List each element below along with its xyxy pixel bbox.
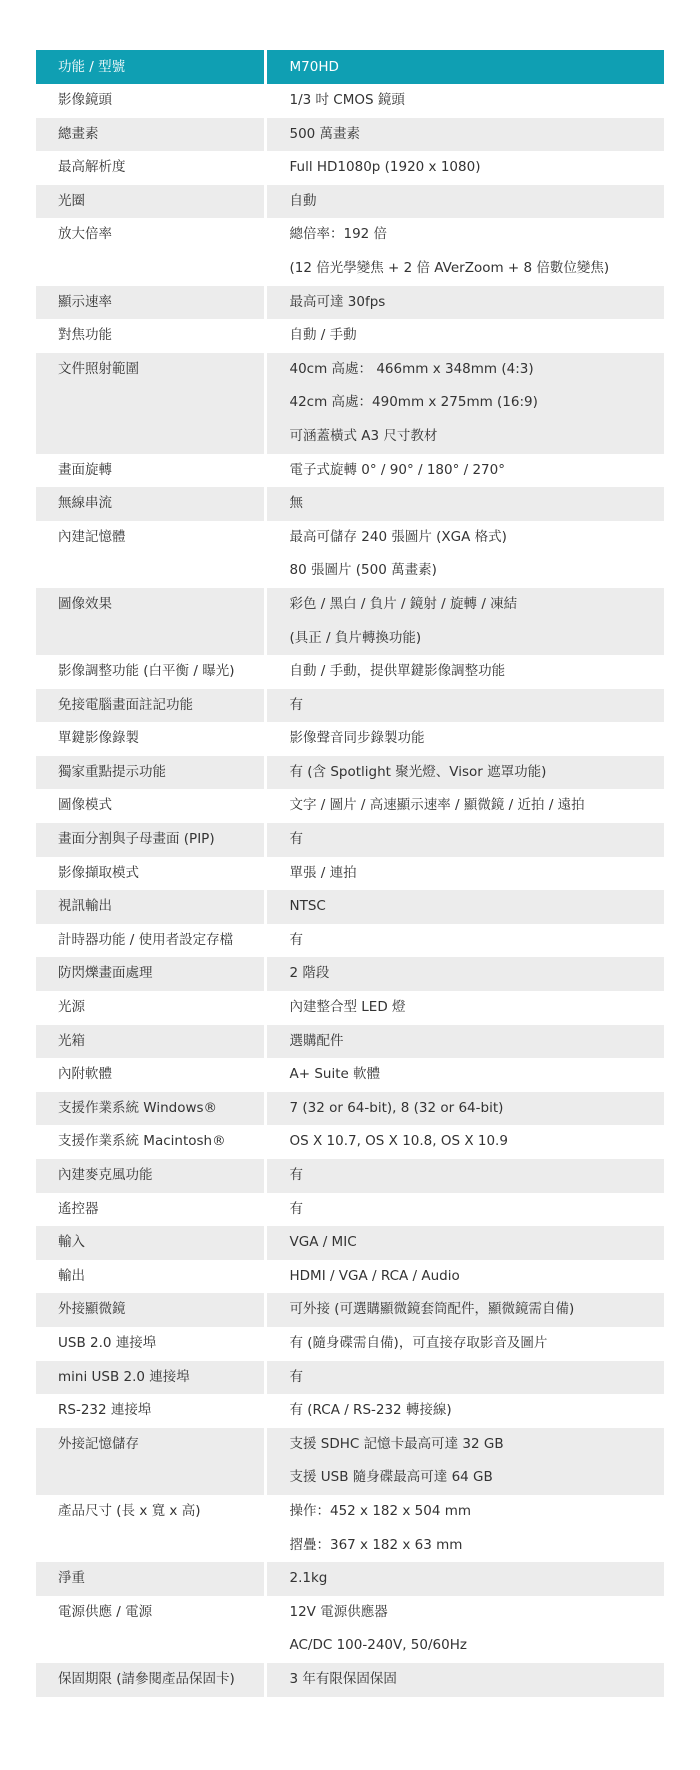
spec-feature-label: 內建麥克風功能 bbox=[58, 1167, 153, 1183]
spec-feature-label: 單鍵影像錄製 bbox=[58, 730, 139, 747]
spec-feature-label: 計時器功能 / 使用者設定存檔 bbox=[58, 931, 234, 948]
spec-value bbox=[265, 1125, 664, 1159]
spec-value-line: 操作：452 x 182 x 504 mm bbox=[289, 1502, 472, 1519]
spec-feature bbox=[36, 924, 265, 958]
spec-feature-label: 內附軟體 bbox=[58, 1066, 112, 1083]
spec-value-line: 有 bbox=[289, 931, 303, 948]
spec-value-line: 2 階段 bbox=[289, 965, 330, 982]
spec-feature bbox=[36, 454, 265, 488]
table-row bbox=[36, 1025, 664, 1059]
spec-value-line: 有 (RCA / RS-232 轉接線) bbox=[289, 1402, 452, 1419]
table-row bbox=[36, 924, 664, 958]
spec-value-line: 選購配件 bbox=[289, 1032, 344, 1049]
table-row bbox=[36, 1495, 664, 1562]
spec-value bbox=[265, 1394, 664, 1428]
spec-value bbox=[265, 1193, 664, 1227]
spec-feature bbox=[36, 1428, 265, 1495]
table-row bbox=[36, 1663, 664, 1697]
table-row bbox=[36, 454, 664, 488]
spec-feature bbox=[36, 957, 265, 991]
spec-feature-label: 最高解析度 bbox=[58, 159, 126, 176]
table-row bbox=[36, 957, 664, 991]
spec-feature bbox=[36, 1193, 265, 1227]
table-row bbox=[36, 689, 664, 723]
spec-feature bbox=[36, 353, 265, 454]
table-row bbox=[36, 823, 664, 857]
spec-feature bbox=[36, 1025, 265, 1059]
spec-feature bbox=[36, 1327, 265, 1361]
spec-value bbox=[265, 756, 664, 790]
spec-value-line: 無 bbox=[289, 495, 303, 512]
spec-value-line: 有 (含 Spotlight 聚光燈、Visor 遮罩功能) bbox=[289, 763, 547, 780]
table-row bbox=[36, 151, 664, 185]
spec-value-line: 80 張圖片 (500 萬畫素) bbox=[289, 562, 437, 579]
table-row bbox=[36, 857, 664, 891]
spec-value-line: 有 bbox=[289, 696, 303, 713]
spec-feature-label: 顯示速率 bbox=[58, 293, 112, 310]
spec-value-line: 內建整合型 LED 燈 bbox=[289, 999, 406, 1016]
spec-value-line: 2.1kg bbox=[289, 1570, 328, 1587]
spec-value bbox=[265, 84, 664, 118]
spec-value bbox=[265, 353, 664, 454]
spec-value-line: 7 (32 or 64-bit), 8 (32 or 64-bit) bbox=[289, 1099, 504, 1116]
spec-table-body bbox=[36, 84, 664, 1697]
table-row bbox=[36, 1260, 664, 1294]
spec-feature-label: 光箱 bbox=[58, 1032, 85, 1049]
spec-feature bbox=[36, 319, 265, 353]
table-row bbox=[36, 1394, 664, 1428]
table-row bbox=[36, 722, 664, 756]
spec-value-line: 總倍率：192 倍 bbox=[289, 226, 388, 243]
header-model: M70HD bbox=[265, 50, 664, 84]
spec-feature bbox=[36, 1596, 265, 1663]
spec-feature-label: 畫面分割與子母畫面 (PIP) bbox=[58, 831, 215, 848]
spec-feature-label: 電源供應 / 電源 bbox=[58, 1603, 153, 1620]
spec-feature-label: 圖像效果 bbox=[58, 595, 112, 612]
spec-value bbox=[265, 789, 664, 823]
spec-value bbox=[265, 588, 664, 655]
spec-table bbox=[36, 50, 664, 1697]
spec-value-line: 500 萬畫素 bbox=[289, 125, 361, 142]
spec-feature-label: RS-232 連接埠 bbox=[58, 1402, 152, 1419]
table-row bbox=[36, 756, 664, 790]
spec-value-line: 可外接 (可選購顯微鏡套筒配件，顯微鏡需自備) bbox=[289, 1301, 575, 1318]
spec-value-line: 自動 / 手動 bbox=[289, 327, 357, 344]
spec-value bbox=[265, 1596, 664, 1663]
spec-value bbox=[265, 1293, 664, 1327]
spec-value bbox=[265, 823, 664, 857]
spec-feature bbox=[36, 1361, 265, 1395]
spec-feature bbox=[36, 1495, 265, 1562]
table-row bbox=[36, 84, 664, 118]
spec-feature bbox=[36, 1058, 265, 1092]
spec-feature-label: 影像調整功能 (白平衡 / 曝光) bbox=[58, 663, 235, 680]
spec-feature bbox=[36, 991, 265, 1025]
spec-feature bbox=[36, 118, 265, 152]
spec-feature-label: 淨重 bbox=[58, 1570, 85, 1587]
spec-feature bbox=[36, 185, 265, 219]
spec-value bbox=[265, 454, 664, 488]
spec-value-line: 單張 / 連拍 bbox=[289, 864, 357, 881]
table-row bbox=[36, 991, 664, 1025]
spec-value-line: 可涵蓋橫式 A3 尺寸教材 bbox=[289, 427, 438, 444]
spec-value-line: AC/DC 100-240V, 50/60Hz bbox=[289, 1637, 467, 1654]
spec-feature bbox=[36, 1293, 265, 1327]
spec-value bbox=[265, 991, 664, 1025]
spec-value-line: 摺疊：367 x 182 x 63 mm bbox=[289, 1536, 463, 1553]
table-row bbox=[36, 1428, 664, 1495]
spec-feature bbox=[36, 521, 265, 588]
spec-value bbox=[265, 1159, 664, 1193]
spec-value bbox=[265, 1058, 664, 1092]
table-row bbox=[36, 1562, 664, 1596]
spec-value-line: 有 bbox=[289, 831, 303, 848]
spec-value-line: 文字 / 圖片 / 高速顯示速率 / 顯微鏡 / 近拍 / 遠拍 bbox=[289, 797, 585, 814]
spec-value-line: 40cm 高處： 466mm x 348mm (4:3) bbox=[289, 360, 534, 377]
spec-value bbox=[265, 521, 664, 588]
spec-feature-label: 放大倍率 bbox=[58, 226, 112, 243]
table-row bbox=[36, 218, 664, 285]
spec-feature bbox=[36, 890, 265, 924]
spec-feature bbox=[36, 1092, 265, 1126]
spec-feature-label: 免接電腦畫面註記功能 bbox=[58, 696, 193, 713]
spec-feature bbox=[36, 218, 265, 285]
spec-value-line: 自動 / 手動，提供單鍵影像調整功能 bbox=[289, 663, 506, 680]
spec-value bbox=[265, 890, 664, 924]
table-row bbox=[36, 319, 664, 353]
spec-value bbox=[265, 185, 664, 219]
spec-feature-label: 無線串流 bbox=[58, 495, 112, 512]
table-row bbox=[36, 1193, 664, 1227]
spec-feature bbox=[36, 722, 265, 756]
spec-value-line: 電子式旋轉 0° / 90° / 180° / 270° bbox=[289, 461, 505, 478]
spec-value bbox=[265, 1226, 664, 1260]
spec-value-line: 有 (隨身碟需自備)，可直接存取影音及圖片 bbox=[289, 1334, 548, 1351]
spec-feature-label: USB 2.0 連接埠 bbox=[58, 1334, 157, 1351]
spec-value bbox=[265, 1663, 664, 1697]
spec-feature-label: 支援作業系統 Macintosh® bbox=[58, 1133, 226, 1150]
spec-value bbox=[265, 1092, 664, 1126]
spec-feature-label: 影像鏡頭 bbox=[58, 92, 112, 108]
spec-value-line: VGA / MIC bbox=[289, 1234, 357, 1251]
spec-feature bbox=[36, 1125, 265, 1159]
spec-feature-label: 支援作業系統 Windows® bbox=[58, 1099, 218, 1116]
spec-value-line: (12 倍光學變焦 + 2 倍 AVerZoom + 8 倍數位變焦) bbox=[289, 259, 610, 276]
table-row bbox=[36, 521, 664, 588]
spec-value-line: 最高可儲存 240 張圖片 (XGA 格式) bbox=[289, 528, 507, 545]
spec-value bbox=[265, 1495, 664, 1562]
spec-value-line: 自動 bbox=[289, 192, 317, 209]
table-row bbox=[36, 1596, 664, 1663]
spec-value-line: 1/3 吋 CMOS 鏡頭 bbox=[289, 92, 405, 108]
spec-feature-label: 光圈 bbox=[58, 192, 85, 209]
spec-value bbox=[265, 218, 664, 285]
spec-feature-label: 總畫素 bbox=[58, 125, 99, 142]
spec-feature bbox=[36, 84, 265, 118]
table-row bbox=[36, 1125, 664, 1159]
spec-value bbox=[265, 957, 664, 991]
spec-feature bbox=[36, 857, 265, 891]
spec-feature-label: 對焦功能 bbox=[58, 327, 112, 344]
spec-feature-label: 獨家重點提示功能 bbox=[58, 763, 166, 780]
spec-feature-label: 輸入 bbox=[58, 1234, 85, 1251]
spec-feature-label: 光源 bbox=[58, 999, 85, 1016]
spec-value-line: 3 年有限保固保固 bbox=[289, 1670, 397, 1687]
spec-feature-label: 影像擷取模式 bbox=[58, 864, 139, 881]
spec-feature-label: 防閃爍畫面處理 bbox=[58, 965, 153, 982]
spec-feature bbox=[36, 1394, 265, 1428]
table-row bbox=[36, 1226, 664, 1260]
spec-value-line: 12V 電源供應器 bbox=[289, 1603, 388, 1620]
spec-value-line: 42cm 高處：490mm x 275mm (16:9) bbox=[289, 394, 538, 411]
spec-value bbox=[265, 1025, 664, 1059]
spec-value-line: 有 bbox=[289, 1200, 303, 1217]
spec-value-line: 最高可達 30fps bbox=[289, 293, 386, 310]
spec-feature-label: 畫面旋轉 bbox=[58, 461, 112, 478]
table-row bbox=[36, 588, 664, 655]
spec-value bbox=[265, 1327, 664, 1361]
spec-feature bbox=[36, 1663, 265, 1697]
spec-feature bbox=[36, 1226, 265, 1260]
spec-feature bbox=[36, 655, 265, 689]
spec-value bbox=[265, 1361, 664, 1395]
table-header-row bbox=[36, 50, 664, 84]
spec-feature bbox=[36, 823, 265, 857]
spec-value-line: NTSC bbox=[289, 898, 326, 915]
spec-value bbox=[265, 689, 664, 723]
table-row bbox=[36, 655, 664, 689]
spec-feature bbox=[36, 286, 265, 320]
spec-feature bbox=[36, 588, 265, 655]
spec-value bbox=[265, 655, 664, 689]
spec-value-line: A+ Suite 軟體 bbox=[289, 1066, 381, 1083]
spec-value-line: HDMI / VGA / RCA / Audio bbox=[289, 1267, 460, 1284]
spec-value bbox=[265, 286, 664, 320]
spec-feature bbox=[36, 1562, 265, 1596]
spec-value bbox=[265, 319, 664, 353]
spec-feature-label: 圖像模式 bbox=[58, 797, 112, 814]
table-row bbox=[36, 1058, 664, 1092]
spec-feature-label: 輸出 bbox=[58, 1267, 85, 1284]
spec-feature bbox=[36, 756, 265, 790]
table-row bbox=[36, 353, 664, 454]
table-row bbox=[36, 1159, 664, 1193]
spec-feature-label: 外接顯微鏡 bbox=[58, 1301, 126, 1318]
spec-value bbox=[265, 1562, 664, 1596]
spec-feature bbox=[36, 1159, 265, 1193]
spec-value-line: 彩色 / 黑白 / 負片 / 鏡射 / 旋轉 / 凍結 bbox=[289, 595, 518, 612]
spec-feature bbox=[36, 1260, 265, 1294]
table-row bbox=[36, 1092, 664, 1126]
table-row bbox=[36, 1293, 664, 1327]
spec-feature-label: mini USB 2.0 連接埠 bbox=[58, 1368, 190, 1385]
table-row bbox=[36, 890, 664, 924]
header-feature: 功能 / 型號 bbox=[36, 50, 265, 84]
spec-value bbox=[265, 857, 664, 891]
spec-value-line: 支援 SDHC 記憶卡最高可達 32 GB bbox=[289, 1435, 504, 1452]
spec-value bbox=[265, 1428, 664, 1495]
spec-value-line: 有 bbox=[289, 1368, 303, 1385]
spec-feature-label: 內建記憶體 bbox=[58, 528, 126, 545]
spec-value-line: 有 bbox=[289, 1167, 303, 1183]
spec-feature-label: 文件照射範圍 bbox=[58, 360, 139, 377]
spec-feature-label: 保固期限 (請參閱產品保固卡) bbox=[58, 1670, 235, 1687]
spec-value-line: (具正 / 負片轉換功能) bbox=[289, 629, 422, 646]
spec-feature-label: 視訊輸出 bbox=[58, 898, 112, 915]
spec-feature bbox=[36, 487, 265, 521]
table-row bbox=[36, 487, 664, 521]
table-row bbox=[36, 118, 664, 152]
spec-value-line: Full HD1080p (1920 x 1080) bbox=[289, 159, 481, 176]
spec-value bbox=[265, 924, 664, 958]
spec-feature-label: 遙控器 bbox=[58, 1200, 99, 1217]
table-row bbox=[36, 1361, 664, 1395]
spec-value bbox=[265, 118, 664, 152]
spec-value-line: OS X 10.7, OS X 10.8, OS X 10.9 bbox=[289, 1133, 508, 1150]
table-row bbox=[36, 789, 664, 823]
table-row bbox=[36, 1327, 664, 1361]
table-row bbox=[36, 185, 664, 219]
spec-feature bbox=[36, 689, 265, 723]
spec-feature-label: 外接記憶儲存 bbox=[58, 1435, 139, 1452]
spec-value bbox=[265, 722, 664, 756]
spec-feature bbox=[36, 789, 265, 823]
spec-feature bbox=[36, 151, 265, 185]
spec-value-line: 支援 USB 隨身碟最高可達 64 GB bbox=[289, 1469, 493, 1486]
spec-value-line: 影像聲音同步錄製功能 bbox=[289, 730, 425, 747]
spec-value bbox=[265, 151, 664, 185]
spec-feature-label: 產品尺寸 (長 x 寬 x 高) bbox=[58, 1502, 201, 1519]
spec-value bbox=[265, 487, 664, 521]
table-row bbox=[36, 286, 664, 320]
spec-value bbox=[265, 1260, 664, 1294]
